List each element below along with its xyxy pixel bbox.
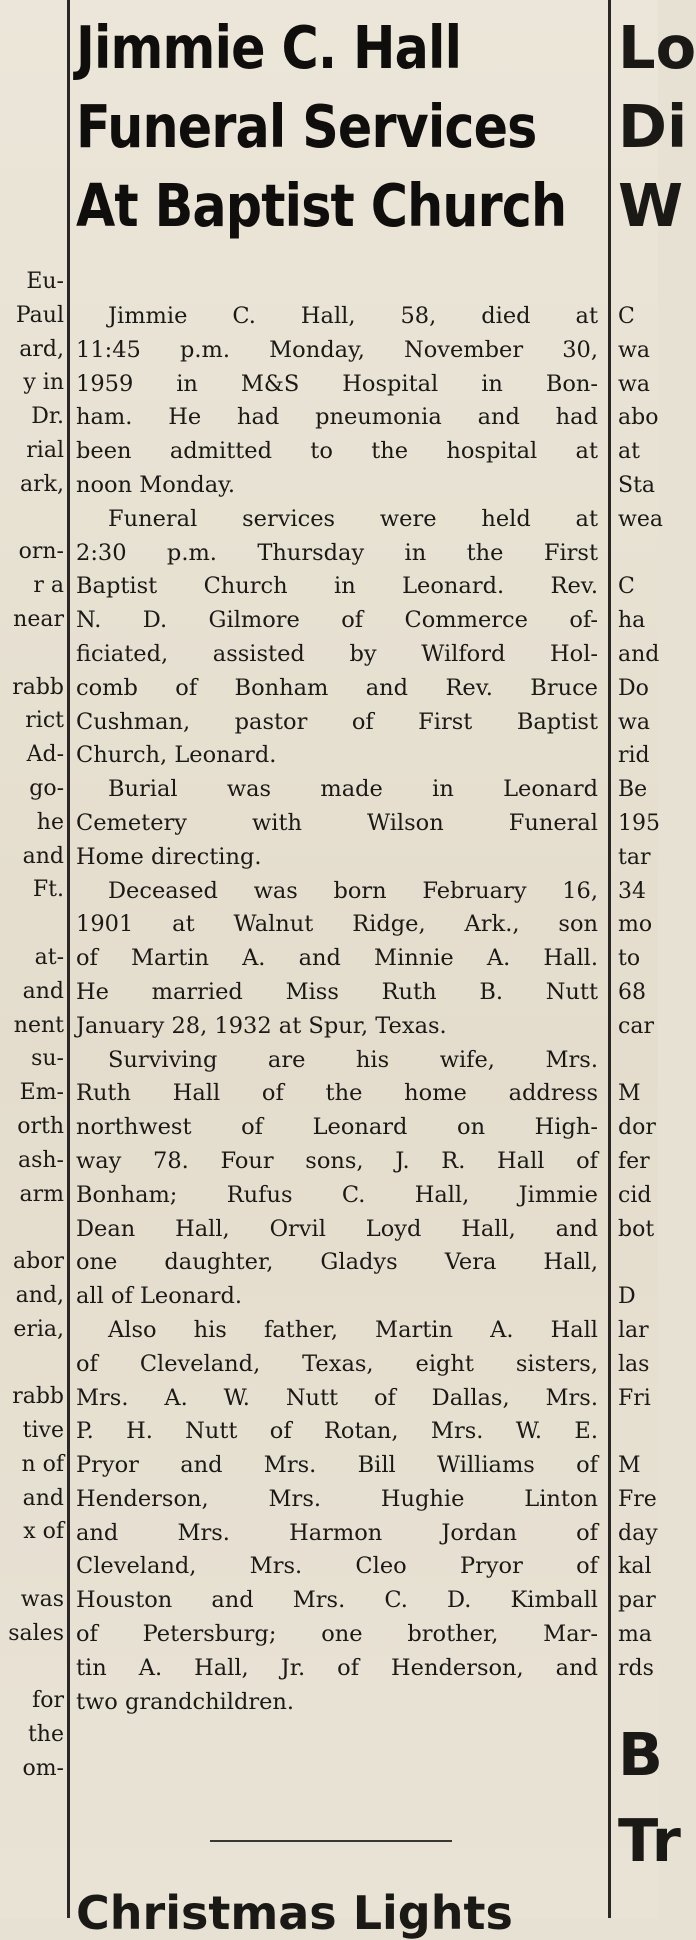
article-line: Also his father, Martin A. Hall xyxy=(108,1316,598,1343)
obituary-article xyxy=(76,8,598,245)
right-column-line: Sta xyxy=(618,472,656,498)
article-line: Ruth Hall of the home address xyxy=(76,1080,598,1107)
right-column-line: lar xyxy=(618,1317,649,1343)
section-separator xyxy=(210,1840,452,1842)
right-column-line: wea xyxy=(618,506,663,532)
right-column-line xyxy=(618,1044,663,1078)
article-line: all of Leonard. xyxy=(76,1283,243,1310)
left-column-line: tive xyxy=(22,1418,64,1444)
left-column-line: abor xyxy=(13,1249,64,1275)
left-column-line: ard, xyxy=(19,336,64,362)
right-adjacent-column xyxy=(618,0,696,1918)
right-column-line: tar xyxy=(618,844,651,870)
article-line: He married Miss Ruth B. Nutt xyxy=(76,978,598,1005)
left-column-line: nent xyxy=(13,1012,64,1038)
left-column-line: Dr. xyxy=(31,404,64,430)
headline-line: At Baptist Church xyxy=(76,171,567,240)
article-line: Cushman, pastor of First Baptist xyxy=(76,708,598,735)
article-line: N. D. Gilmore of Commerce of- xyxy=(76,607,598,634)
left-column-line xyxy=(0,1211,64,1245)
left-column-rule xyxy=(67,0,70,1918)
left-column-line: and xyxy=(22,978,64,1004)
left-column-line: and xyxy=(22,843,64,869)
article-line: P. H. Nutt of Rotan, Mrs. W. E. xyxy=(76,1418,598,1445)
article-line: of Cleveland, Texas, eight sisters, xyxy=(76,1350,598,1377)
article-line: one daughter, Gladys Vera Hall, xyxy=(76,1249,598,1276)
left-column-line: at- xyxy=(34,944,64,970)
right-headline-line: Lo xyxy=(618,13,696,82)
article-line: Surviving are his wife, Mrs. xyxy=(108,1046,598,1073)
right-column-line xyxy=(618,1246,663,1280)
headline-line: Funeral Services xyxy=(76,92,537,161)
left-column-line: y in xyxy=(23,370,64,396)
left-column-line: ark, xyxy=(20,471,64,497)
left-column-line: su- xyxy=(31,1046,64,1072)
article-headline xyxy=(76,8,601,245)
article-line: 11:45 p.m. Monday, November 30, xyxy=(76,336,598,363)
right-column-line: fer xyxy=(618,1148,650,1174)
right-column-line xyxy=(618,537,663,571)
article-line: Mrs. A. W. Nutt of Dallas, Mrs. xyxy=(76,1384,598,1411)
article-line: Dean Hall, Orvil Loyd Hall, and xyxy=(76,1215,598,1242)
left-column-line: Paul xyxy=(15,302,64,328)
article-line: way 78. Four sons, J. R. Hall of xyxy=(76,1147,598,1174)
left-column-line: rabb xyxy=(12,674,64,700)
right-column-text xyxy=(618,300,663,1686)
left-column-line: was xyxy=(20,1587,64,1613)
article-line: been admitted to the hospital at xyxy=(76,438,598,465)
right-column-line: ha xyxy=(618,608,646,634)
article-line: Henderson, Mrs. Hughie Linton xyxy=(76,1485,598,1512)
left-column-line: eria, xyxy=(13,1316,64,1342)
left-column-line: and, xyxy=(15,1282,64,1308)
right-column-line: D xyxy=(618,1284,636,1310)
article-line: 1901 at Walnut Ridge, Ark., son xyxy=(76,911,598,938)
right-column-line: bot xyxy=(618,1216,655,1242)
article-body xyxy=(76,300,598,1719)
left-column-line xyxy=(0,637,64,671)
left-column-line: orth xyxy=(17,1113,64,1139)
left-column-line: he xyxy=(36,809,64,835)
article-line: two grandchildren. xyxy=(76,1688,295,1715)
left-column-line xyxy=(0,1347,64,1381)
article-line: Jimmie C. Hall, 58, died at xyxy=(108,303,598,329)
right-column-line: mo xyxy=(618,912,653,938)
article-line: Burial was made in Leonard xyxy=(108,776,598,803)
article-line: noon Monday. xyxy=(76,471,235,498)
left-column-line: rabb xyxy=(12,1384,64,1410)
next-article-headline: Christmas Lights xyxy=(76,1886,513,1940)
right-column-line: 68 xyxy=(618,979,646,1005)
article-line: Houston and Mrs. C. D. Kimball xyxy=(76,1587,598,1614)
article-line: of Petersburg; one brother, Mar- xyxy=(76,1621,598,1648)
article-line: Bonham; Rufus C. Hall, Jimmie xyxy=(76,1181,598,1208)
right-column-line: wa xyxy=(618,371,650,397)
right-column-line: and xyxy=(618,641,660,667)
right-column-line: Fri xyxy=(618,1385,651,1411)
right-column-line: rds xyxy=(618,1655,654,1681)
left-column-line: x of xyxy=(23,1519,64,1545)
article-line: Cleveland, Mrs. Cleo Pryor of xyxy=(76,1553,598,1580)
left-column-line: om- xyxy=(22,1756,64,1782)
right-column-line xyxy=(618,1415,663,1449)
left-column-line xyxy=(0,1651,64,1685)
right-column-line: wa xyxy=(618,337,650,363)
left-column-line: rict xyxy=(25,708,64,734)
left-column-line: Eu- xyxy=(26,269,64,294)
article-line: and Mrs. Harmon Jordan of xyxy=(76,1519,598,1546)
left-column-line: Ft. xyxy=(32,877,64,903)
right-column-line: to xyxy=(618,946,641,972)
right-headline-line: Di xyxy=(618,92,688,161)
right-column-line: abo xyxy=(618,405,659,431)
article-line: Home directing. xyxy=(76,843,262,870)
right-column-line: Do xyxy=(618,675,649,701)
right-column-line: ma xyxy=(618,1622,652,1648)
left-column-line: the xyxy=(27,1722,64,1748)
right-column-line: 195 xyxy=(618,810,660,836)
right-column-line: kal xyxy=(618,1554,652,1580)
right-headline-2-line: B xyxy=(618,1720,663,1789)
article-line: Cemetery with Wilson Funeral xyxy=(76,809,598,836)
left-column-line: n of xyxy=(21,1451,64,1477)
right-headline-line: W xyxy=(618,171,684,240)
left-column-line: and xyxy=(22,1485,64,1511)
left-column-line: Em- xyxy=(19,1080,64,1106)
left-column-line: near xyxy=(13,606,64,632)
article-line: Church, Leonard. xyxy=(76,742,277,769)
right-column-line: par xyxy=(618,1588,656,1614)
left-column-line xyxy=(0,907,64,941)
article-line: of Martin A. and Minnie A. Hall. xyxy=(76,945,598,972)
left-column-line: Ad- xyxy=(26,742,64,768)
right-column-line: C xyxy=(618,574,635,600)
article-line: tin A. Hall, Jr. of Henderson, and xyxy=(76,1654,598,1681)
article-line: northwest of Leonard on High- xyxy=(76,1114,598,1141)
right-column-line: M xyxy=(618,1081,641,1107)
right-column-line: cid xyxy=(618,1182,652,1208)
right-column-line: C xyxy=(618,304,635,329)
right-column-line: las xyxy=(618,1351,650,1377)
article-line: 2:30 p.m. Thursday in the First xyxy=(76,539,598,566)
left-column-line: orn- xyxy=(18,539,64,565)
article-line: Baptist Church in Leonard. Rev. xyxy=(76,573,598,600)
left-column-line: r a xyxy=(33,573,64,599)
right-column-line: M xyxy=(618,1453,641,1479)
right-headline-2 xyxy=(618,1712,681,1884)
right-column-line: car xyxy=(618,1013,654,1039)
right-column-line: day xyxy=(618,1520,658,1546)
right-column-rule xyxy=(608,0,611,1918)
article-line: January 28, 1932 at Spur, Texas. xyxy=(76,1012,447,1039)
left-column-line: arm xyxy=(19,1181,64,1207)
right-headline xyxy=(618,8,696,245)
left-column-line: ash- xyxy=(17,1147,64,1173)
left-column-line xyxy=(0,1549,64,1583)
left-column-line: for xyxy=(32,1688,64,1714)
article-line: comb of Bonham and Rev. Bruce xyxy=(76,674,598,701)
article-line: 1959 in M&S Hospital in Bon- xyxy=(76,370,598,397)
left-column-line: go- xyxy=(29,775,64,801)
right-column-line: rid xyxy=(618,743,650,769)
article-line: ficiated, assisted by Wilford Hol- xyxy=(76,640,598,667)
right-column-line: 34 xyxy=(618,878,646,904)
left-column-line: rial xyxy=(26,437,64,463)
left-column-line xyxy=(0,502,64,536)
right-column-line: Be xyxy=(618,777,648,803)
article-line: Pryor and Mrs. Bill Williams of xyxy=(76,1452,598,1479)
left-column-line: sales xyxy=(8,1620,64,1646)
article-line: ham. He had pneumonia and had xyxy=(76,404,598,431)
right-column-line: wa xyxy=(618,709,650,735)
right-headline-2-line: Tr xyxy=(618,1806,681,1875)
article-line: Funeral services were held at xyxy=(108,505,598,532)
article-line: Deceased was born February 16, xyxy=(108,877,598,904)
headline-line: Jimmie C. Hall xyxy=(76,13,462,82)
right-column-line: dor xyxy=(618,1115,656,1141)
left-adjacent-column xyxy=(0,265,64,1786)
right-column-line: at xyxy=(618,439,640,465)
right-column-line: Fre xyxy=(618,1486,657,1512)
